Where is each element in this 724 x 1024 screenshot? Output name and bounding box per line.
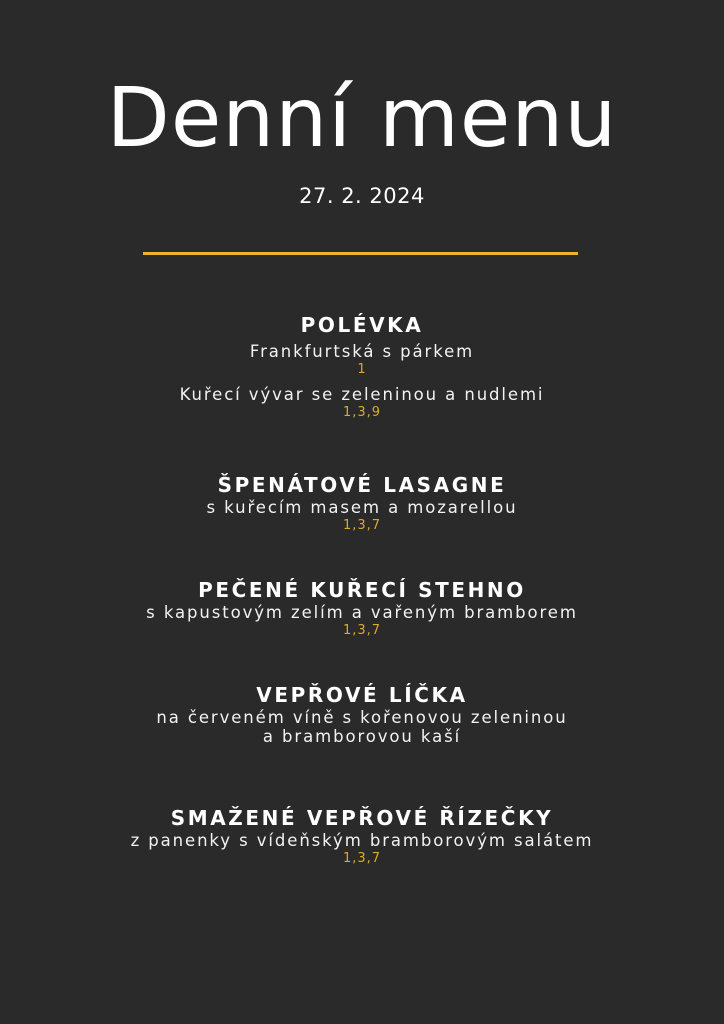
menu-title: Denní menu (106, 71, 618, 166)
divider-line (143, 252, 578, 255)
section-chicken-leg (0, 577, 724, 640)
section-heading: POLÉVKA (300, 313, 424, 337)
section-heading: SMAŽENÉ VEPŘOVÉ ŘÍZEČKY (170, 806, 554, 830)
section-schnitzel (0, 805, 724, 868)
dish-description: z panenky s vídeňským bramborovým salátem (130, 831, 594, 850)
allergen-codes: 1,3,9 (342, 405, 382, 420)
section-heading: PEČENÉ KUŘECÍ STEHNO (198, 578, 526, 602)
allergen-codes: 1,3,7 (342, 623, 382, 638)
dish-description-line: a bramborovou kaší (262, 727, 462, 746)
allergen-codes: 1 (357, 362, 367, 377)
dish-description: Kuřecí vývar se zeleninou a nudlemi (179, 385, 545, 404)
allergen-codes: 1,3,7 (342, 851, 382, 866)
section-soup (0, 312, 724, 422)
allergen-codes: 1,3,7 (342, 518, 382, 533)
dish-description: s kapustovým zelím a vařeným bramborem (146, 603, 578, 622)
menu-date: 27. 2. 2024 (299, 184, 425, 208)
section-pork-cheeks (0, 682, 724, 746)
dish-description: Frankfurtská s párkem (249, 342, 475, 361)
section-heading: VEPŘOVÉ LÍČKA (256, 683, 468, 707)
section-lasagne (0, 472, 724, 535)
dish-description: s kuřecím masem a mozarellou (206, 498, 518, 517)
dish-description-line: na červeném víně s kořenovou zeleninou (156, 708, 568, 727)
section-heading: ŠPENÁTOVÉ LASAGNE (217, 473, 507, 497)
